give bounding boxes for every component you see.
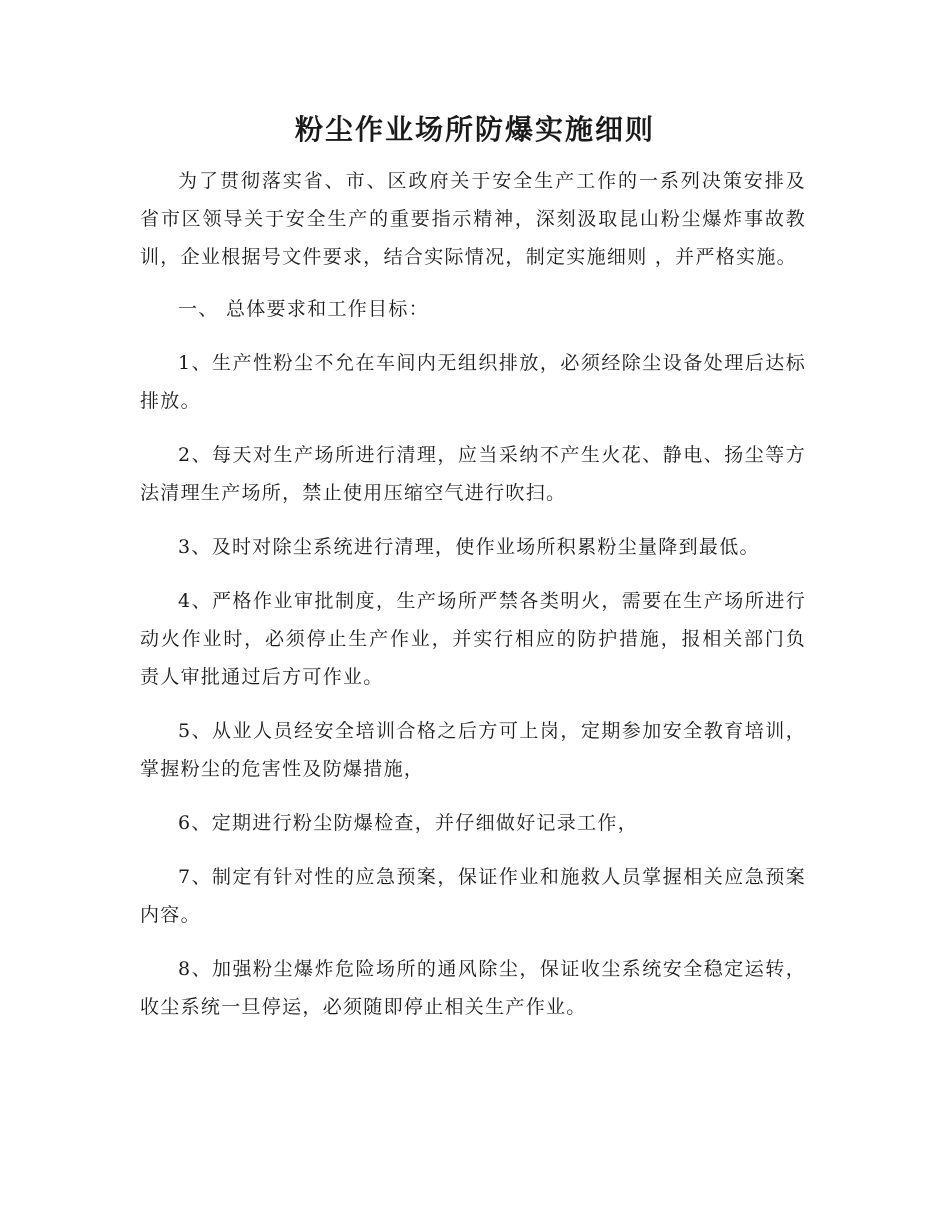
list-item: 1、生产性粉尘不允在车间内无组织排放，必须经除尘设备处理后达标排放。 xyxy=(140,352,806,412)
list-item: 8、加强粉尘爆炸危险场所的通风除尘，保证收尘系统安全稳定运转，收尘系统一旦停运，必须随即停止相关生产作业。 xyxy=(140,958,806,1018)
list-item: 2、每天对生产场所进行清理，应当采纳不产生火花、静电、扬尘等方法清理生产场所，禁止使用压缩空气进行吹扫。 xyxy=(140,444,806,504)
document-title: 粉尘作业场所防爆实施细则 xyxy=(294,113,655,146)
intro-paragraph: 为了贯彻落实省、市、区政府关于安全生产工作的一系列决策安排及省市区领导关于安全生产的重要指示精神，深刻汲取昆山粉尘爆炸事故教训，企业根据号文件要求，结合实际情况，制定实施细则 ，并严格实施。 xyxy=(140,170,806,268)
list-item: 5、从业人员经安全培训合格之后方可上岗，定期参加安全教育培训，掌握粉尘的危害性及防爆措施， xyxy=(140,720,806,780)
list-item: 3、及时对除尘系统进行清理，使作业场所积累粉尘量降到最低。 xyxy=(178,536,760,558)
list-item: 4、严格作业审批制度，生产场所严禁各类明火，需要在生产场所进行动火作业时，必须停止生产作业，并实行相应的防护措施，报相关部门负责人审批通过后方可作业。 xyxy=(140,590,806,688)
document-body xyxy=(140,162,806,1042)
list-item: 6、定期进行粉尘防爆检查，并仔细做好记录工作， xyxy=(178,812,638,834)
list-item: 7、制定有针对性的应急预案，保证作业和施救人员掌握相关应急预案内容。 xyxy=(140,866,806,926)
section-heading: 一、 总体要求和工作目标： xyxy=(178,298,429,320)
